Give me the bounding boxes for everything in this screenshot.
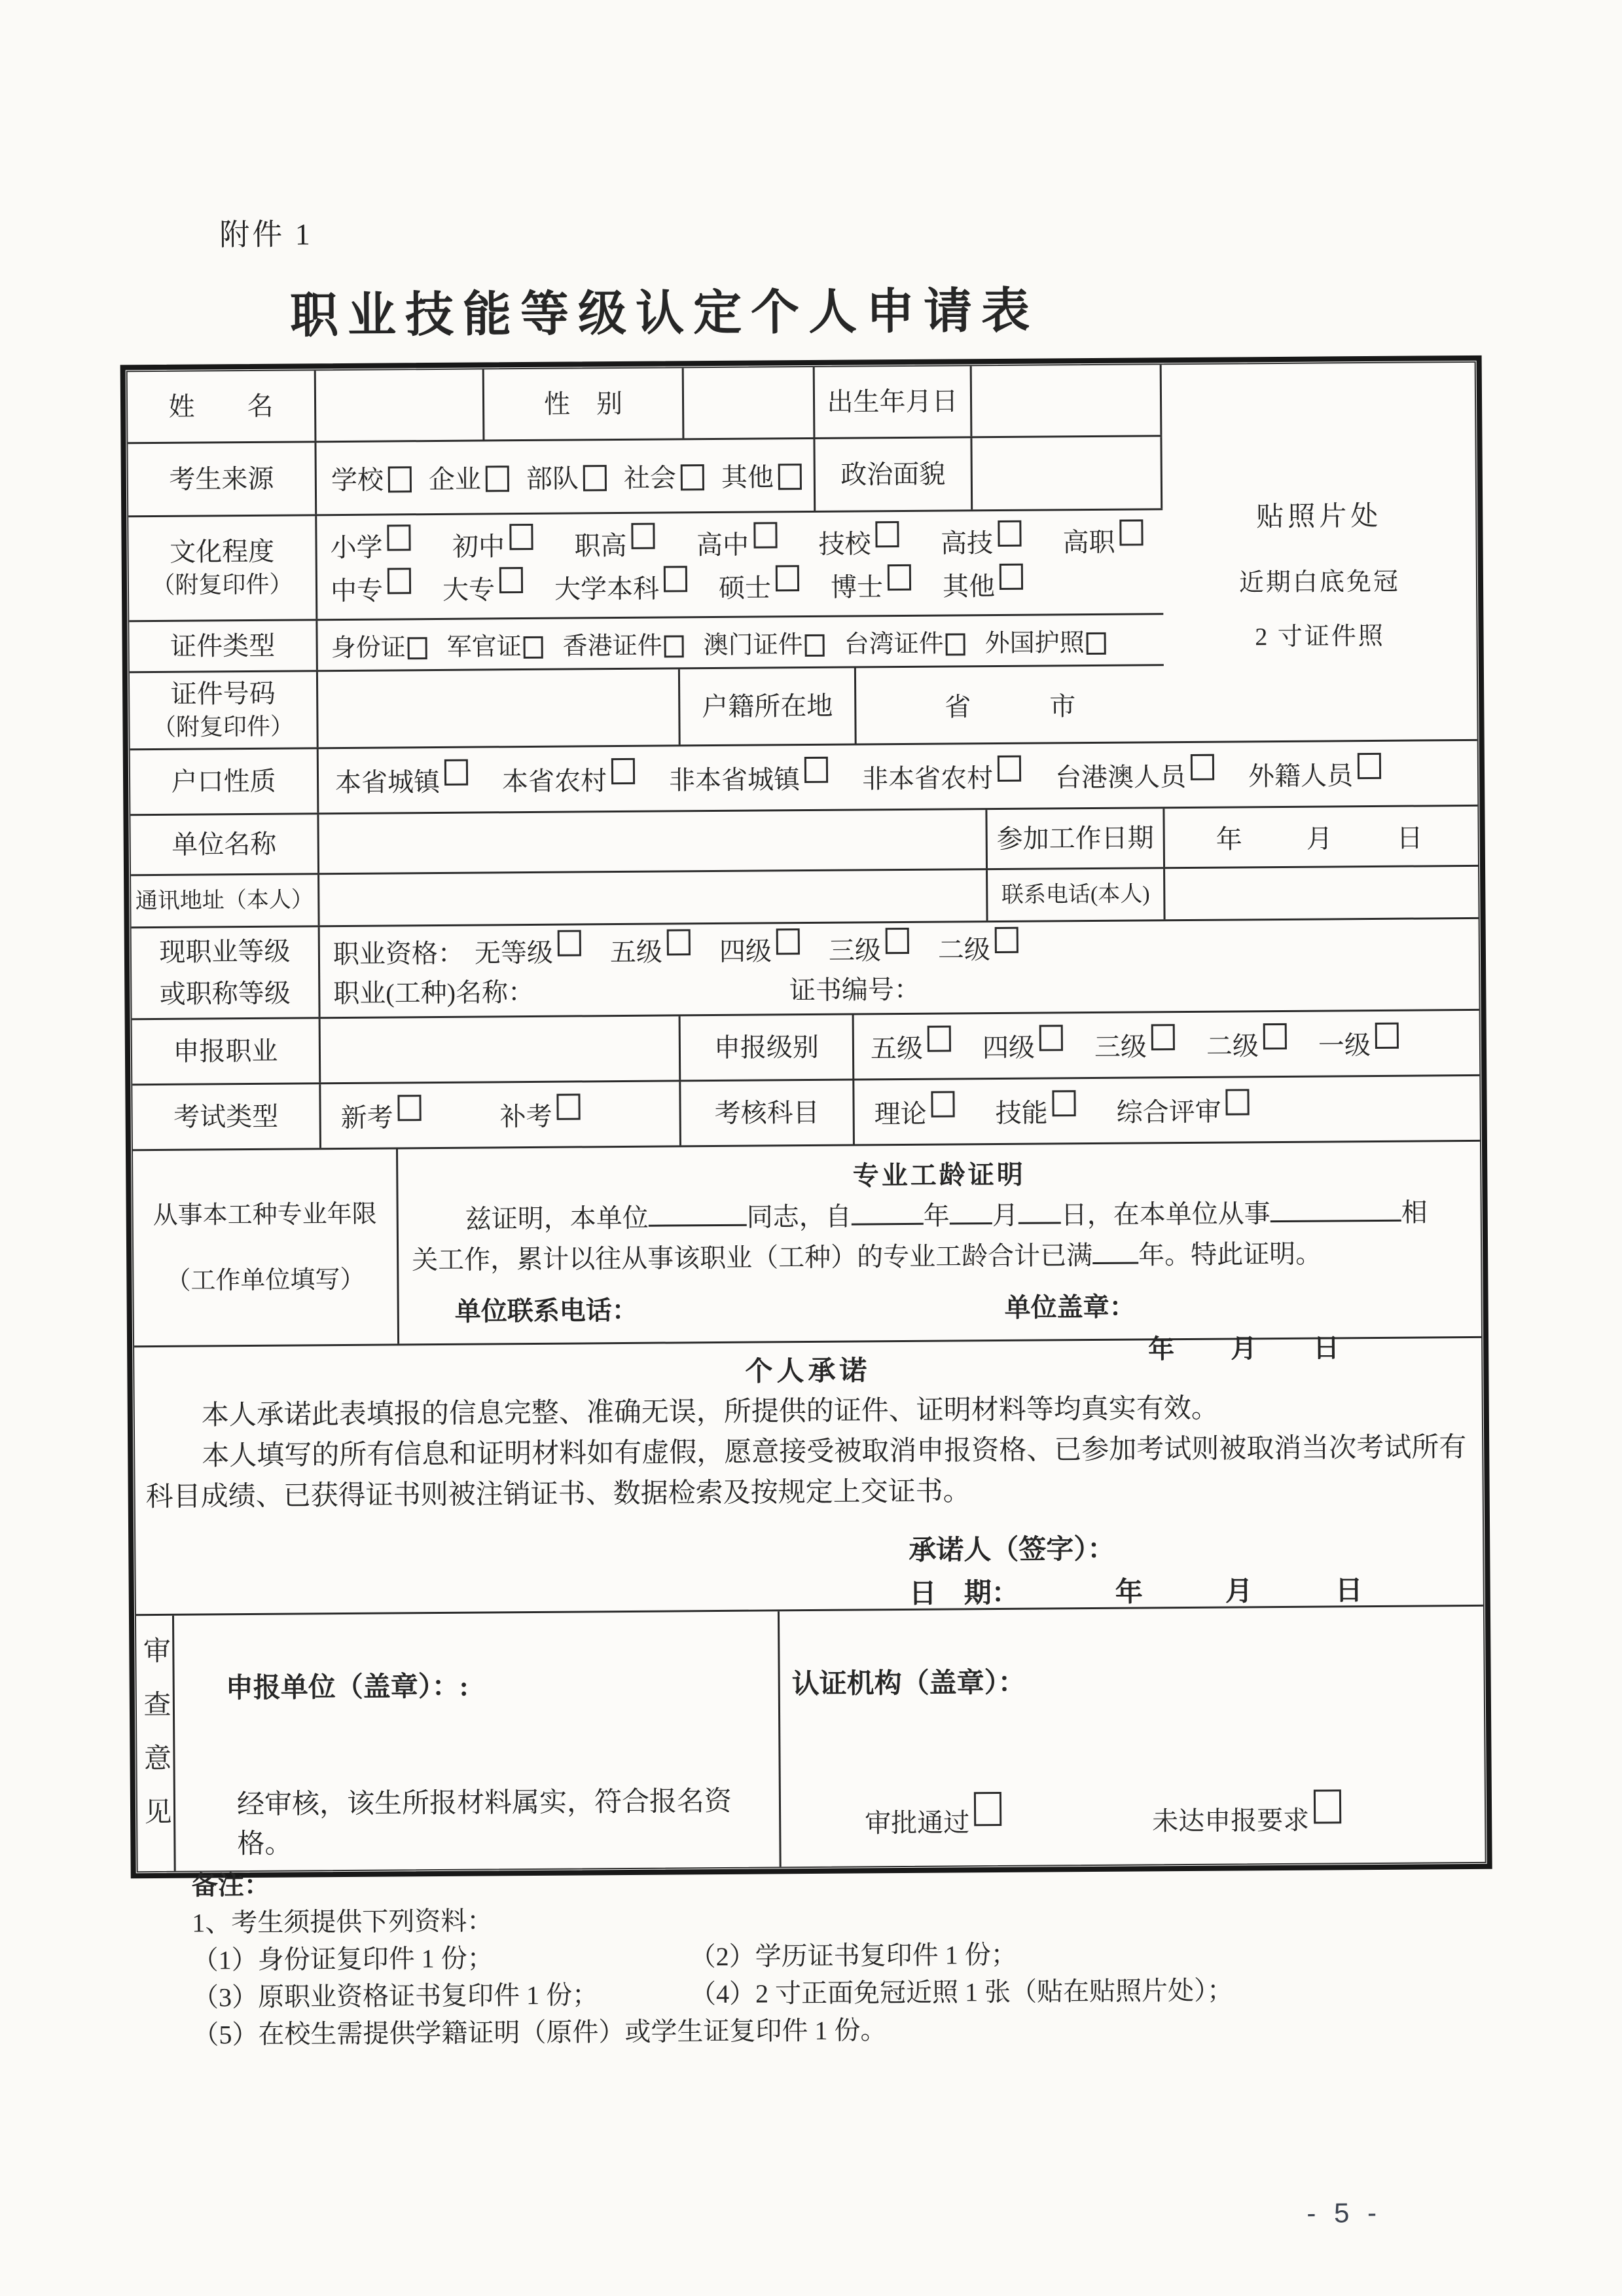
checkbox: [875, 521, 899, 547]
checkbox: [804, 757, 828, 783]
option-level3: [829, 930, 909, 968]
current-level-content-cell: [320, 919, 1479, 1017]
blank-line: [1271, 1199, 1401, 1222]
source-options-cell: [316, 439, 816, 514]
unit-seal-label: 申报单位（盖章）：:: [225, 1671, 469, 1704]
id-number-label: [130, 672, 319, 748]
photo-line1: 贴照片处: [1256, 501, 1382, 533]
option-province-urban: [335, 761, 468, 799]
checkbox: [946, 633, 965, 655]
page-number: - 5 -: [1307, 2196, 1382, 2229]
id-number-label-line2: （附复印件）: [152, 713, 295, 740]
option-officer-card: [446, 626, 543, 663]
option-apply-level1: [1318, 1025, 1399, 1063]
checkbox: [387, 568, 411, 594]
checkbox: [397, 1095, 421, 1121]
option-id-card: [331, 627, 427, 663]
checkbox: [499, 567, 523, 593]
option-primary: [330, 526, 410, 564]
cert-text: 同志，自: [746, 1201, 852, 1232]
gender-value-cell: [684, 367, 816, 438]
checkbox: [583, 465, 607, 491]
apply-value-cell: [321, 1016, 681, 1082]
option-hk-mo-tw: [1055, 756, 1214, 795]
checkbox: [888, 564, 911, 591]
blank-line: [649, 1204, 747, 1227]
option-skill: [995, 1092, 1075, 1130]
work-date-label: 参加工作日期: [987, 809, 1165, 868]
notes-title: 备注：: [191, 1870, 270, 1901]
note-item-4: （4）2 寸正面免冠近照 1 张（贴在贴照片处）；: [689, 1975, 1234, 2009]
option-label: 台湾证件: [844, 630, 944, 659]
qualification-line: [333, 926, 1479, 971]
notes-line1: 1、考生须提供下列资料：: [192, 1906, 494, 1938]
option-label: 五级: [870, 1033, 924, 1064]
cert-text: 相关工作，累计以往从事该职业（工种）的专业工龄合计已满: [412, 1197, 1428, 1275]
top-left-rows: [128, 365, 1164, 748]
checkbox: [664, 635, 684, 657]
name-label: 姓 名: [128, 371, 317, 442]
option-label: 其他: [942, 572, 996, 602]
id-number-label-line1: 证件号码: [170, 678, 276, 709]
checkbox: [1119, 519, 1143, 545]
checkbox: [776, 565, 799, 591]
option-label: 技校: [818, 529, 871, 559]
checkbox: [667, 929, 691, 955]
apply-label: 申报职业: [132, 1019, 321, 1084]
row-id-number: [130, 666, 1164, 748]
seniority-contact-line: [399, 1284, 1481, 1329]
seniority-label-line1: 从事本工种专业年限: [153, 1200, 377, 1230]
checkbox: [509, 524, 533, 550]
row-apply: [132, 1011, 1480, 1085]
option-level5: [610, 931, 691, 969]
checkbox: [524, 636, 543, 659]
current-level-label-line1: 现职业等级: [159, 936, 291, 967]
option-theory: [874, 1093, 954, 1131]
note-item-5: （5）在校生需提供学籍证明（原件）或学生证复印件 1 份。: [192, 2015, 887, 2050]
notes-section: [192, 1859, 1371, 2054]
birth-label: 出生年月日: [815, 366, 973, 437]
address-value-cell: [319, 870, 988, 925]
org-seal-label: 认证机构（盖章）：: [791, 1667, 1026, 1700]
option-label: 高中: [696, 530, 749, 560]
cert-number-label: 证书编号：: [789, 975, 921, 1006]
option-label: 职高: [574, 530, 627, 561]
registry-value-cell: 省 市: [945, 691, 1076, 722]
current-level-label-line2: 或职称等级: [159, 978, 291, 1009]
photo-area: [1162, 363, 1477, 741]
checkbox: [1375, 1023, 1399, 1049]
id-number-value-cell: [318, 669, 681, 747]
education-options-line1: [317, 521, 1162, 564]
option-label: 社会: [623, 463, 677, 493]
checkbox: [1314, 1789, 1341, 1823]
checkbox: [928, 1026, 951, 1052]
row-name: [128, 365, 1162, 444]
option-voc-high: [574, 525, 655, 563]
option-no-level: [475, 932, 581, 970]
id-type-options-cell: [317, 615, 1163, 670]
exam-type-options-cell: [321, 1082, 681, 1148]
sign-label: 承诺人（签字）：: [909, 1534, 1115, 1566]
option-label: 四级: [719, 936, 772, 966]
checkbox: [805, 634, 825, 657]
name-value-cell: [316, 369, 485, 441]
unit-review-result: 经审核，该生所报材料属实，符合报名资格。: [236, 1786, 732, 1860]
unit-seal-label: 单位盖章：: [1004, 1292, 1136, 1322]
occupation-name-line: [333, 965, 1479, 1010]
option-label: 无等级: [474, 938, 554, 968]
option-label: 澳门证件: [703, 631, 803, 660]
note-item-1: （1）身份证复印件 1 份；: [192, 1943, 494, 1975]
commitment-sign-block: [909, 1525, 1473, 1616]
option-label: 五级: [609, 937, 663, 967]
phone-label: 联系电话(本人): [988, 869, 1166, 920]
option-label: 博士: [830, 572, 884, 602]
option-taiwan-card: [844, 623, 965, 659]
cert-text: 日，在本单位从事: [1060, 1199, 1271, 1230]
commitment-paragraph-1: 本人承诺此表填报的信息完整、准确无误，所提供的证件、证明材料等均真实有效。: [201, 1393, 1219, 1431]
checkbox: [558, 930, 581, 956]
option-senior: [696, 524, 777, 562]
politics-label: 政治面貌: [815, 438, 973, 511]
option-label: 审批通过: [865, 1808, 970, 1838]
option-not-qualified: [1152, 1796, 1341, 1838]
checkbox: [995, 926, 1018, 953]
option-label: 高职: [1062, 527, 1115, 558]
option-label: 初中: [452, 532, 505, 562]
option-foreign-passport: [984, 622, 1106, 659]
review-org-cell: [780, 1607, 1485, 1867]
option-label: 三级: [828, 935, 882, 966]
option-label: 学校: [331, 465, 384, 496]
option-label: 综合评审: [1116, 1097, 1221, 1127]
checkbox: [1000, 564, 1023, 590]
seniority-cert-paragraph: [398, 1188, 1481, 1281]
checkbox: [1151, 1024, 1175, 1050]
employer-value-cell: [319, 810, 988, 873]
row-review: [136, 1607, 1485, 1871]
cert-text: 年。特此证明。: [1138, 1239, 1322, 1270]
option-label: 其他: [721, 462, 774, 492]
politics-value-cell: [972, 437, 1162, 509]
checkbox: [631, 523, 655, 549]
checkbox: [998, 756, 1021, 782]
commitment-title: 个人承诺: [745, 1356, 871, 1387]
hukou-label: 户口性质: [130, 749, 319, 814]
blank-line: [950, 1202, 992, 1224]
education-label: [128, 516, 317, 620]
gender-label: 性 别: [484, 368, 685, 439]
option-secondary: [331, 570, 411, 608]
option-doctor: [831, 566, 911, 604]
checkbox: [444, 759, 468, 786]
education-options-line2: [317, 564, 1163, 608]
page-title: 职业技能等级认定个人申请表: [289, 284, 1039, 344]
option-junior: [452, 526, 533, 564]
hukou-options-cell: [319, 741, 1478, 812]
commitment-paragraph-2: 本人填写的所有信息和证明材料如有虚假，愿意接受被取消申报资格、已参加考试则被取消当次考试所有科目成绩、已获得证书则被注销证书、数据检索及按规定上交证书。: [145, 1432, 1467, 1513]
option-enterprise: [429, 458, 509, 496]
option-label: 高技: [940, 528, 994, 558]
option-label: 身份证: [331, 634, 406, 663]
checkbox: [556, 1093, 580, 1120]
option-label: 新考: [340, 1102, 393, 1133]
option-label: 小学: [330, 532, 383, 563]
row-source: [128, 437, 1162, 517]
option-senior-tech: [941, 522, 1021, 560]
option-voc-college: [1062, 521, 1143, 559]
application-form-table: [120, 355, 1492, 1878]
current-level-label: [132, 927, 321, 1018]
option-label: 一级: [1318, 1030, 1371, 1061]
note-item-2: （2）学历证书复印件 1 份；: [689, 1939, 1017, 1972]
option-label: 技能: [995, 1098, 1048, 1129]
option-label: 外籍人员: [1248, 761, 1354, 792]
row-address: [131, 867, 1479, 928]
row-id-type: [129, 615, 1164, 673]
option-label: 本省农村: [501, 766, 607, 797]
option-label: 大专: [442, 575, 496, 605]
row-commitment: [134, 1338, 1483, 1616]
cert-text: 兹证明，本单位: [465, 1203, 649, 1234]
option-label: 部队: [526, 464, 579, 494]
option-label: 台港澳人员: [1054, 761, 1187, 793]
blank-line: [1018, 1201, 1061, 1224]
option-other: [721, 456, 802, 494]
commitment-cell: [134, 1338, 1483, 1614]
row-exam: [132, 1076, 1480, 1151]
seniority-cert-title: 专业工龄证明: [852, 1159, 1026, 1191]
option-society: [624, 457, 704, 495]
option-label: 企业: [428, 464, 482, 495]
id-type-label: 证件类型: [129, 621, 318, 671]
checkbox: [1052, 1090, 1075, 1116]
seniority-label-line2: （工作单位填写）: [166, 1266, 365, 1295]
education-options-cell: [317, 510, 1163, 619]
option-label: 补考: [499, 1101, 552, 1132]
row-education: [128, 510, 1163, 622]
option-label: 香港证件: [562, 632, 662, 661]
option-label: 硕士: [718, 573, 772, 603]
seniority-date-line: 年 月 日: [1148, 1333, 1341, 1364]
checkbox: [664, 566, 687, 592]
option-college: [442, 569, 523, 607]
cert-text: 年: [923, 1201, 950, 1231]
option-label: 三级: [1094, 1032, 1147, 1062]
application-form-table-inner: [126, 361, 1487, 1872]
option-province-rural: [502, 760, 635, 798]
blank-line: [1092, 1242, 1138, 1264]
row-seniority: [133, 1142, 1481, 1364]
option-apply-level4: [982, 1027, 1063, 1065]
option-label: 非本省农村: [861, 763, 994, 794]
attachment-label: 附件 1: [219, 217, 313, 252]
source-label: 考生来源: [128, 443, 317, 515]
education-label-line1: 文化程度: [169, 536, 275, 567]
checkbox: [753, 522, 777, 548]
option-apply-level5: [871, 1028, 951, 1066]
option-retake-exam: [499, 1095, 580, 1133]
checkbox: [387, 524, 410, 551]
blank-line: [852, 1203, 924, 1226]
option-label: 理论: [874, 1099, 927, 1129]
registry-label: 户籍所在地: [680, 668, 857, 745]
option-edu-other: [943, 566, 1023, 604]
exam-subject-options-cell: [854, 1076, 1480, 1144]
checkbox: [1191, 754, 1214, 780]
seniority-label: [133, 1149, 399, 1345]
option-label: 大学本科: [554, 574, 660, 604]
option-apply-level3: [1094, 1026, 1175, 1064]
option-tech-school: [818, 523, 899, 561]
checkbox: [408, 637, 427, 659]
education-label-line2: （附复印件）: [151, 571, 293, 598]
checkbox: [486, 465, 509, 492]
review-unit-cell: [174, 1611, 782, 1870]
checkbox: [1263, 1023, 1287, 1049]
birth-value-cell: [972, 365, 1162, 436]
option-army: [526, 458, 607, 496]
option-label: 二级: [1206, 1031, 1259, 1061]
option-apply-level2: [1206, 1025, 1287, 1063]
option-nonprovince-rural: [862, 757, 1021, 796]
address-label: 通讯地址（本人）: [131, 875, 320, 926]
option-label: 外国护照: [984, 629, 1085, 658]
cert-text: 月: [992, 1200, 1018, 1231]
option-approved: [865, 1798, 1001, 1840]
option-bachelor: [554, 568, 687, 606]
option-macau-card: [703, 624, 824, 661]
option-nonprovince-urban: [669, 759, 828, 797]
row-employer: [130, 807, 1478, 876]
top-section: [128, 363, 1477, 750]
note-item-3: （3）原职业资格证书复印件 1 份；: [192, 1980, 599, 2013]
checkbox: [1358, 753, 1381, 779]
option-label: 未达申报要求: [1152, 1805, 1310, 1836]
option-level2: [938, 928, 1018, 966]
checkbox: [681, 464, 704, 490]
option-label: 中专: [330, 575, 384, 606]
option-label: 军官证: [446, 633, 522, 661]
seniority-cert-cell: [398, 1142, 1481, 1364]
checkbox: [1225, 1089, 1249, 1115]
qualification-prefix: 职业资格：: [333, 938, 465, 969]
review-label: [136, 1616, 176, 1871]
apply-level-label: 申报级别: [681, 1015, 855, 1080]
checkbox: [974, 1792, 1001, 1826]
checkbox: [886, 928, 909, 954]
photo-line3: 2 寸证件照: [1255, 622, 1385, 651]
sign-date-label: 日 期： 年 月 日: [909, 1576, 1363, 1609]
option-hk-card: [562, 625, 683, 661]
apply-level-options-cell: [854, 1011, 1480, 1079]
review-label-text: 审查意见: [139, 1635, 171, 1851]
occupation-name-label: 职业(工种)名称：: [333, 977, 535, 1009]
checkbox: [778, 464, 802, 490]
checkbox: [931, 1091, 954, 1117]
option-label: 四级: [982, 1032, 1036, 1063]
checkbox: [388, 466, 412, 492]
option-label: 非本省城镇: [668, 765, 801, 795]
option-school: [331, 459, 412, 497]
option-label: 二级: [937, 934, 991, 965]
checkbox: [776, 928, 800, 955]
option-comprehensive: [1116, 1091, 1249, 1129]
work-date-value-cell: 年 月 日: [1216, 823, 1427, 854]
employer-label: 单位名称: [130, 814, 319, 874]
option-new-exam: [340, 1097, 421, 1135]
row-current-level: [132, 919, 1479, 1020]
checkbox: [611, 758, 635, 784]
checkbox: [998, 520, 1021, 547]
exam-type-label: 考试类型: [132, 1084, 321, 1149]
photo-line2: 近期白底免冠: [1238, 568, 1401, 597]
option-label: 本省城镇: [334, 767, 441, 798]
row-hukou: [130, 741, 1478, 816]
unit-phone-label: 单位联系电话：: [454, 1295, 638, 1326]
checkbox: [1039, 1025, 1063, 1051]
exam-subject-label: 考核科目: [681, 1081, 855, 1146]
checkbox: [1087, 632, 1106, 655]
option-foreigner: [1248, 755, 1381, 793]
option-master: [719, 567, 799, 605]
phone-value-cell: [1165, 867, 1479, 919]
option-level4: [719, 930, 800, 968]
org-review-options: [793, 1795, 1478, 1840]
